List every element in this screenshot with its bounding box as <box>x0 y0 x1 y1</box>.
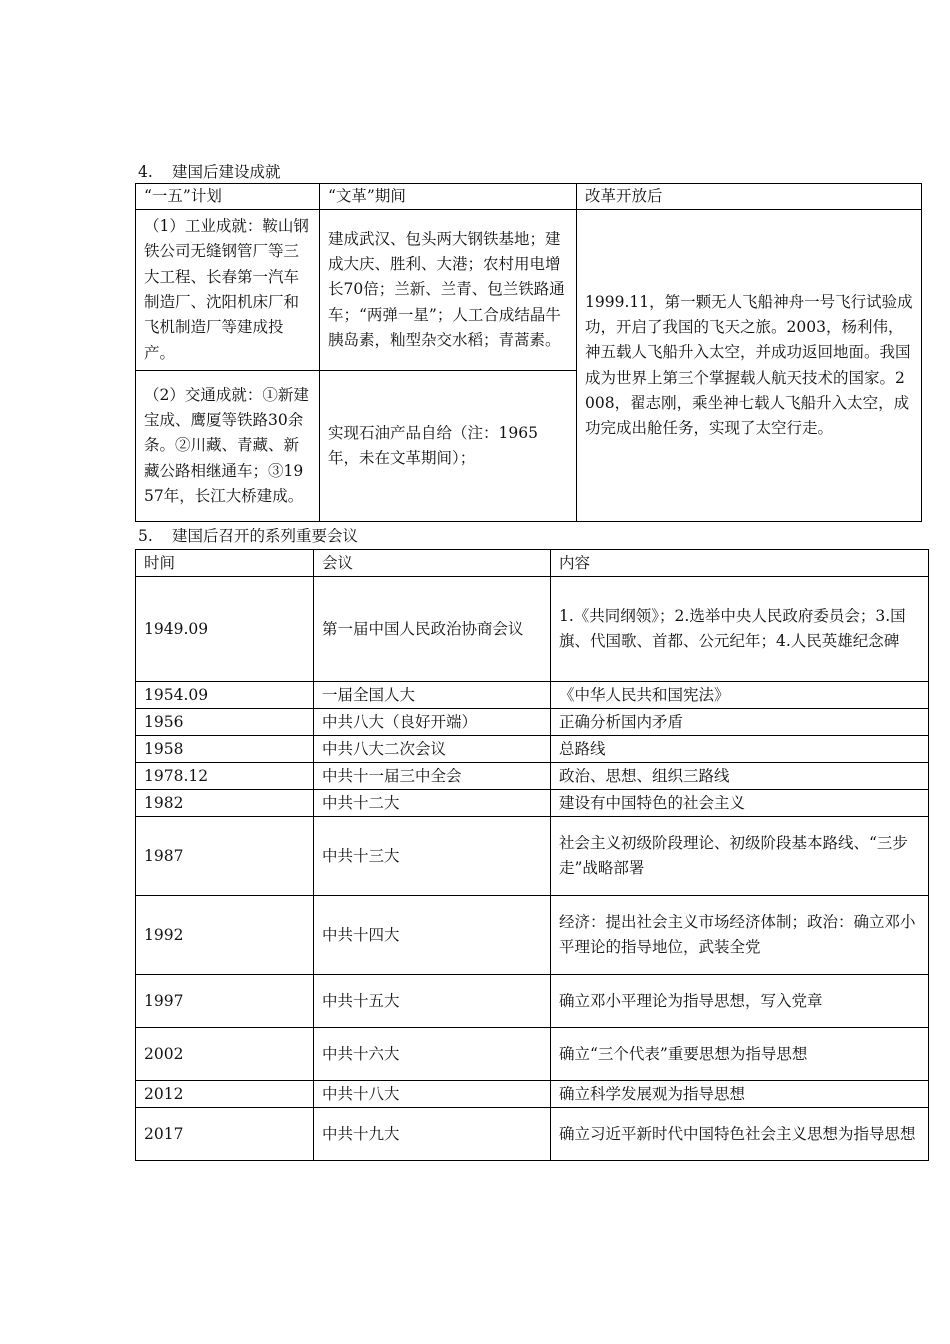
section-5-title <box>138 526 358 546</box>
table-row <box>136 210 922 371</box>
header-five-year-plan: “一五”计划 <box>136 184 320 210</box>
row-content: 确立邓小平理论为指导思想，写入党章 <box>551 975 929 1028</box>
culture-rev-achievements-cell: 建成武汉、包头两大钢铁基地；建成大庆、胜利、大港；农村用电增长70倍；兰新、兰青、包兰铁路通车；“两弹一星”；人工合成结晶牛胰岛素，籼型杂交水稻；青蒿素。 <box>320 210 577 371</box>
row-time: 1997 <box>136 975 314 1028</box>
row-content: 1.《共同纲领》；2.选举中央人民政府委员会；3.国旗、代国歌、首都、公元纪年；4.人民英雄纪念碑 <box>551 577 929 682</box>
row-content: 社会主义初级阶段理论、初级阶段基本路线、“三步走”战略部署 <box>551 817 929 896</box>
row-meeting: 中共十二大 <box>314 790 551 817</box>
row-time: 1987 <box>136 817 314 896</box>
table-row <box>136 763 929 790</box>
row-content: 经济：提出社会主义市场经济体制；政治：确立邓小平理论的指导地位，武装全党 <box>551 896 929 975</box>
row-content: 政治、思想、组织三路线 <box>551 763 929 790</box>
section-5-number: 5. <box>138 527 153 545</box>
table-row <box>136 896 929 975</box>
table-row <box>136 1081 929 1108</box>
table-row <box>136 709 929 736</box>
table-row <box>136 736 929 763</box>
five-year-transport-cell: （2）交通成就：①新建宝成、鹰厦等铁路30余条。②川藏、青藏、新藏公路相继通车；③1957年，长江大桥建成。 <box>136 371 320 522</box>
row-time: 1978.12 <box>136 763 314 790</box>
table-row <box>136 577 929 682</box>
row-meeting: 一届全国人大 <box>314 682 551 709</box>
row-content: 总路线 <box>551 736 929 763</box>
section-4-number: 4. <box>138 163 153 181</box>
five-year-industry-cell: （1）工业成就：鞍山钢铁公司无缝钢管厂等三大工程、长春第一汽车制造厂、沈阳机床厂和飞机制造厂等建成投产。 <box>136 210 320 371</box>
row-time: 2012 <box>136 1081 314 1108</box>
row-time: 1958 <box>136 736 314 763</box>
header-reform-opening: 改革开放后 <box>577 184 922 210</box>
table-header-row <box>136 184 922 210</box>
row-meeting: 中共十九大 <box>314 1108 551 1161</box>
row-meeting: 中共八大二次会议 <box>314 736 551 763</box>
row-content: 确立科学发展观为指导思想 <box>551 1081 929 1108</box>
row-content: 正确分析国内矛盾 <box>551 709 929 736</box>
reform-achievements-cell: 1999.11，第一颗无人飞船神舟一号飞行试验成功，开启了我国的飞天之旅。2003，杨利伟，神五载人飞船升入太空，并成功返回地面。我国成为世界上第三个掌握载人航天技术的国家。2008，翟志刚，乘坐神七载人飞船升入太空，成功完成出舱任务，实现了太空行走。 <box>577 210 922 522</box>
header-time: 时间 <box>136 550 314 577</box>
header-meeting: 会议 <box>314 550 551 577</box>
table-row <box>136 790 929 817</box>
row-meeting: 中共十八大 <box>314 1081 551 1108</box>
row-time: 1992 <box>136 896 314 975</box>
row-meeting: 中共十一届三中全会 <box>314 763 551 790</box>
row-time: 1956 <box>136 709 314 736</box>
row-meeting: 第一届中国人民政治协商会议 <box>314 577 551 682</box>
table-row <box>136 682 929 709</box>
row-content: 建设有中国特色的社会主义 <box>551 790 929 817</box>
culture-rev-oil-cell: 实现石油产品自给（注：1965年，未在文革期间）； <box>320 371 577 522</box>
row-meeting: 中共十三大 <box>314 817 551 896</box>
row-content: 《中华人民共和国宪法》 <box>551 682 929 709</box>
table-header-row <box>136 550 929 577</box>
section-5-title-text: 建国后召开的系列重要会议 <box>172 527 359 545</box>
row-time: 1982 <box>136 790 314 817</box>
table-row <box>136 817 929 896</box>
row-time: 1949.09 <box>136 577 314 682</box>
construction-achievements-table <box>135 183 922 522</box>
important-meetings-table <box>135 549 929 1161</box>
row-meeting: 中共十六大 <box>314 1028 551 1081</box>
row-time: 2017 <box>136 1108 314 1161</box>
header-cultural-revolution: “文革”期间 <box>320 184 577 210</box>
row-content: 确立“三个代表”重要思想为指导思想 <box>551 1028 929 1081</box>
row-time: 2002 <box>136 1028 314 1081</box>
table-row <box>136 975 929 1028</box>
table-row <box>136 1108 929 1161</box>
row-content: 确立习近平新时代中国特色社会主义思想为指导思想 <box>551 1108 929 1161</box>
header-content: 内容 <box>551 550 929 577</box>
row-meeting: 中共八大（良好开端） <box>314 709 551 736</box>
section-4-title <box>138 162 281 182</box>
row-time: 1954.09 <box>136 682 314 709</box>
table-row <box>136 1028 929 1081</box>
row-meeting: 中共十四大 <box>314 896 551 975</box>
row-meeting: 中共十五大 <box>314 975 551 1028</box>
section-4-title-text: 建国后建设成就 <box>172 163 281 181</box>
